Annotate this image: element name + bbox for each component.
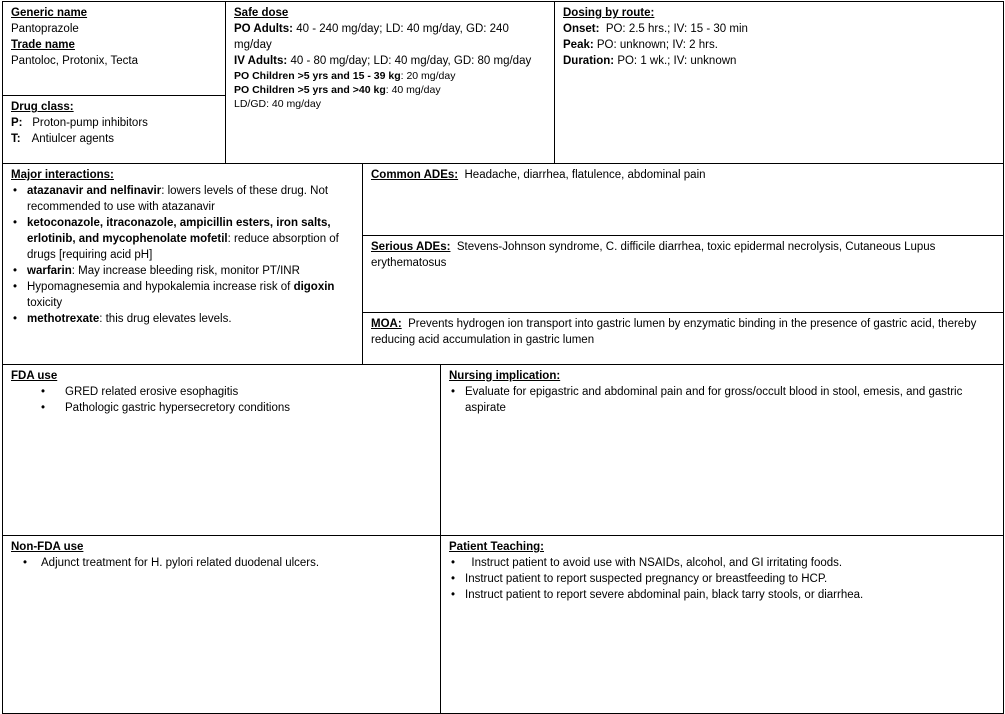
list-item [11,279,354,311]
list-item: • Evaluate for epigastric and abdominal pain and for gross/occult blood in stool, emesis, and gastric aspirate [449,384,995,416]
po-child2-line [234,83,546,97]
interaction-text: Hypomagnesemia and hypokalemia increase risk of [27,281,294,293]
moa-value: Prevents hydrogen ion transport into gastric lumen by enzymatic binding in the presence of gastric acid, thereby reducing acid accumulation in gastric lumen [371,318,977,346]
list-item [11,183,354,215]
non-fda-list [11,555,432,571]
po-child2-value: : 40 mg/day [385,84,441,96]
interaction-text: toxicity [27,297,63,309]
serious-ades-cell [363,236,1003,274]
teaching-list [449,555,995,603]
po-child1-value: : 20 mg/day [400,70,456,82]
list-item [449,555,995,571]
peak-label: Peak: [563,39,594,51]
trade-name-value: Pantoloc, Protonix, Tecta [11,55,138,67]
moa-label: MOA: [371,318,402,330]
drug-class-cell [3,96,225,150]
duration-line [563,53,995,69]
list-item [11,311,354,327]
onset-label: Onset: [563,23,600,35]
moa-cell [363,313,1003,351]
list-item: • Pathologic gastric hypersecretory conditions [11,400,432,416]
duration-label: Duration: [563,55,615,67]
peak-value: PO: unknown; IV: 2 hrs. [596,39,718,51]
interaction-drug: ketoconazole, itraconazole, ampicillin esters, iron salts, erlotinib, and mycophenolate mofetil [27,217,331,245]
nursing-cell [441,365,1003,419]
po-child2-label: PO Children >5 yrs and >40 kg [234,84,386,96]
po-adults-label: PO Adults: [234,23,293,35]
list-item: • Instruct patient to report suspected pregnancy or breastfeeding to HCP. [449,571,995,587]
list-item: • Adjunct treatment for H. pylori related duodenal ulcers. [11,555,432,571]
serious-ades-value: Stevens-Johnson syndrome, C. difficile diarrhea, toxic epidermal necrolysis, Cutaneous Lupus erythematosus [371,241,936,269]
interaction-text: : May increase bleeding risk, monitor PT/INR [71,265,300,277]
onset-value: PO: 2.5 hrs.; IV: 15 - 30 min [605,23,748,35]
generic-name-cell [3,2,225,72]
dosing-label: Dosing by route: [563,7,655,19]
drug-class-p-value: Proton-pump inhibitors [32,117,148,129]
nursing-list [449,384,995,416]
ldgd-line: LD/GD: 40 mg/day [234,98,321,110]
po-child1-line [234,69,546,83]
drug-class-label: Drug class: [11,101,74,113]
interaction-text: : this drug elevates levels. [99,313,232,325]
nursing-label: Nursing implication: [449,370,561,382]
po-adults-value: 40 - 240 mg/day; LD: 40 mg/day, GD: 240 mg/day [234,23,509,51]
interaction-text: : lowers levels of these drug. Not recommended to use with atazanavir [27,185,329,213]
peak-line [563,37,995,53]
list-item: • Instruct patient to report severe abdominal pain, black tarry stools, or diarrhea. [449,587,995,603]
border-right [1003,1,1004,714]
onset-line [563,21,995,37]
fda-use-list [11,384,432,416]
drug-class-t-value: Antiulcer agents [31,133,115,145]
fda-use-cell [3,365,440,419]
non-fda-label: Non-FDA use [11,541,84,553]
teaching-cell [441,536,1003,606]
serious-ades-label: Serious ADEs: [371,241,451,253]
common-ades-label: Common ADEs: [371,169,459,181]
teaching-label: Patient Teaching: [449,541,544,553]
common-ades-value: Headache, diarrhea, flatulence, abdominal pain [464,169,706,181]
dosing-cell [555,2,1003,72]
generic-name-label: Generic name [11,7,88,19]
drug-class-p-label: P: [11,117,23,129]
interactions-cell [3,164,362,330]
duration-value: PO: 1 wk.; IV: unknown [617,55,737,67]
po-child1-label: PO Children >5 yrs and 15 - 39 kg [234,70,401,82]
common-ades-cell [363,164,1003,186]
teaching-text: Instruct patient to avoid use with NSAIDs, alcohol, and GI irritating foods. [471,557,843,569]
interaction-drug: methotrexate [27,313,100,325]
generic-name-value: Pantoprazole [11,23,79,35]
iv-adults-line [234,53,546,69]
drug-class-p [11,115,217,131]
interaction-drug: atazanavir and nelfinavir [27,185,162,197]
iv-adults-value: 40 - 80 mg/day; LD: 40 mg/day, GD: 80 mg/day [290,55,532,67]
interaction-drug: digoxin [293,281,335,293]
trade-name-label: Trade name [11,39,75,51]
iv-adults-label: IV Adults: [234,55,288,67]
fda-use-label: FDA use [11,370,58,382]
drug-class-t [11,131,217,147]
list-item [11,215,354,263]
interaction-text: : reduce absorption of drugs [requiring acid pH] [27,233,339,261]
safe-dose-cell [226,2,554,114]
po-adults-line [234,21,546,53]
interactions-label: Major interactions: [11,169,114,181]
list-item [11,263,354,279]
interactions-list [11,183,354,327]
list-item: • GRED related erosive esophagitis [11,384,432,400]
drug-class-t-label: T: [11,133,21,145]
safe-dose-label: Safe dose [234,7,289,19]
non-fda-cell [3,536,440,574]
interaction-drug: warfarin [27,265,72,277]
